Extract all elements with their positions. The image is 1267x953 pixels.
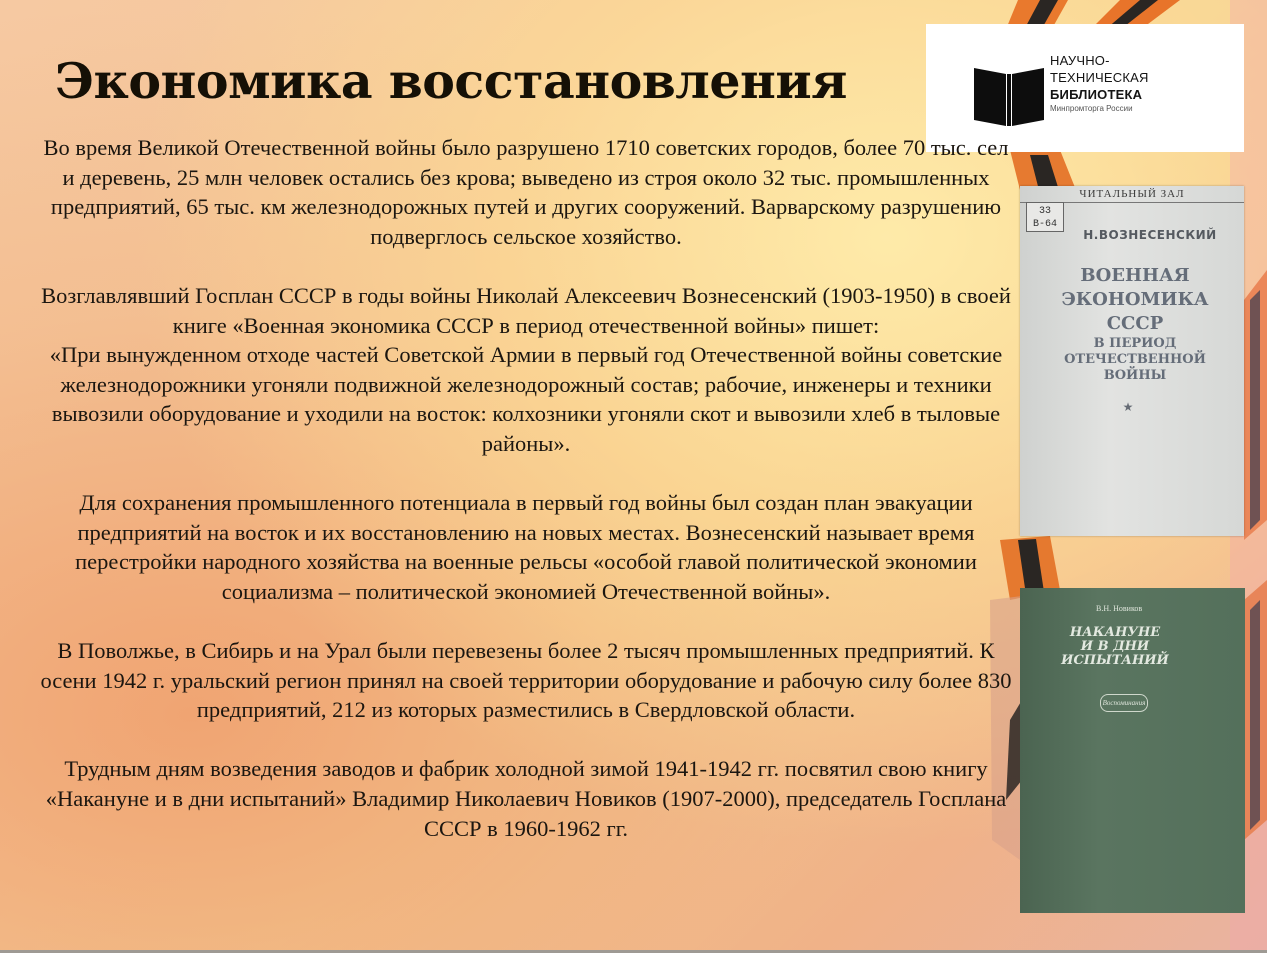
book2-title-line3: ИСПЫТАНИЙ — [1061, 653, 1169, 668]
book2-author: В.Н. Новиков — [1096, 604, 1143, 613]
book1-title-line4: В ПЕРИОД — [1093, 336, 1177, 351]
book1-author: Н.ВОЗНЕСЕНСКИЙ — [1083, 228, 1217, 242]
paragraph-voznesensky: Возглавлявший Госплан СССР в годы войны Николай Алексеевич Вознесенский (1903-1950) в своей книге «Военная экономика СССР в период отечественной войны» пишет: — [41, 282, 1011, 338]
book-cover-voznesensky — [1020, 186, 1244, 536]
logo-line-3: БИБЛИОТЕКА — [1050, 87, 1143, 102]
library-stamp — [1026, 202, 1064, 232]
logo-line-2: ТЕХНИЧЕСКАЯ — [1050, 70, 1149, 85]
paragraph-quote: «При вынужденном отходе частей Советской Армии в первый год Отечественной войны советские железнодорожники угоняли подвижной железнодорожный состав; рабочие, инженеры и техники вывозили оборудование и уходили на восток: колхозники угоняли скот и вывозили хлеб в тыловые районы». — [49, 342, 1003, 456]
paragraph-destruction: Во время Великой Отечественной войны было разрушено 1710 советских городов, более 70 тыс. сел и деревень, 25 млн человек остались без крова; выведено из строя около 32 тыс. промышленных предприятий, 65 тыс. км железнодорожных путей и других сооружений. Варварскому разрушению подверглось сельское хозяйство. — [43, 135, 1009, 249]
stamp-top: 33 — [1038, 206, 1051, 217]
book1-title-line3: СССР — [1106, 313, 1164, 334]
book2-genre-label: Воспоминания — [1100, 694, 1148, 712]
paragraph-volga-ural: В Поволжье, в Сибирь и на Урал были перевезены более 2 тысяч промышленных предприятий. К осени 1942 г. уральский регион принял на своей территории оборудование и рабочую силу более 830 предприятий, 212 из которых разместились в Свердловской области. — [40, 638, 1012, 723]
book1-title-line1: ВОЕННАЯ — [1080, 265, 1190, 286]
open-book-icon — [974, 64, 1044, 126]
logo-line-4: Минпромторга России — [1050, 104, 1133, 113]
logo-text — [1050, 52, 1149, 114]
book1-title-line5: ОТЕЧЕСТВЕННОЙ — [1064, 352, 1206, 367]
slide-body — [36, 133, 1016, 873]
book1-title-line6: ВОЙНЫ — [1103, 368, 1167, 383]
slide-title: Экономика восстановления — [55, 52, 847, 110]
paragraph-novikov: Трудным дням возведения заводов и фабрик холодной зимой 1941-1942 гг. посвятил свою книгу «Накануне и в дни испытаний» Владимир Николаевич Новиков (1907-2000), председатель Госплана СССР в 1960-1962 гг. — [45, 756, 1007, 841]
star-emblem-icon: ★ — [1122, 400, 1134, 414]
stamp-bottom: В-64 — [1032, 219, 1057, 230]
book1-title-line2: ЭКОНОМИКА — [1061, 289, 1209, 310]
book-cover-novikov — [1020, 588, 1245, 913]
paragraph-evacuation: Для сохранения промышленного потенциала в первый год войны был создан план эвакуации предприятий на восток и их восстановлению на новых местах. Вознесенский называет время перестройки народного хозяйства на военные рельсы «особой главой политической экономии социализма – политической экономией Отечественной войны». — [75, 490, 977, 604]
book2-title-line2: И В ДНИ — [1080, 639, 1150, 654]
logo-line-1: НАУЧНО- — [1050, 53, 1110, 68]
book2-title — [1040, 626, 1190, 668]
book1-title — [1040, 264, 1230, 384]
reading-room-band: ЧИТАЛЬНЫЙ ЗАЛ — [1020, 186, 1244, 203]
book2-title-line1: НАКАНУНЕ — [1069, 625, 1161, 640]
